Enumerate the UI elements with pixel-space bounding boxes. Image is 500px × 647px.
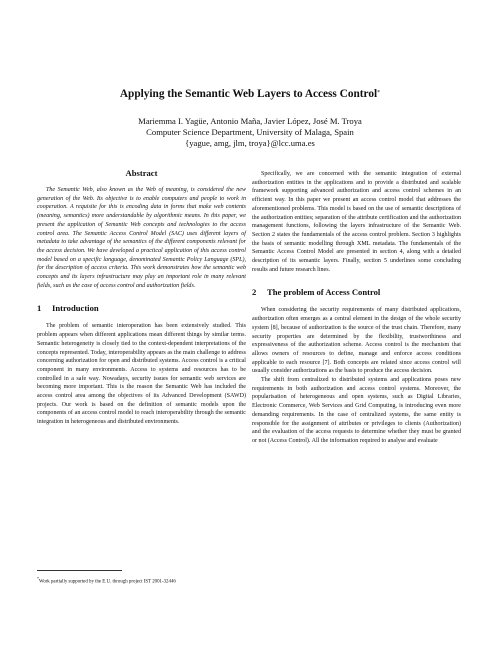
author-names: Mariemma I. Yagüe, Antonio Maña, Javier López, José M. Troya: [138, 116, 362, 126]
right-column: [252, 170, 461, 446]
paper-title: [0, 87, 500, 101]
title-footnote-marker: *: [377, 90, 381, 96]
left-column: [37, 168, 246, 427]
section-number: 2: [252, 287, 257, 298]
footnote: [37, 576, 246, 586]
section-heading-introduction: [37, 303, 246, 313]
abstract-heading: Abstract: [125, 168, 158, 178]
author-block: [0, 116, 500, 149]
section-title: Introduction: [52, 303, 99, 314]
section-heading-access-control: [252, 287, 461, 297]
paper-title-text: Applying the Semantic Web Layers to Access Control: [119, 88, 378, 100]
body-paragraph: Specifically, we are concerned with the semantic integration of external authorization entities in the applications and to provide a distributed and scalable framework supporting advanced authorization and access control schemes in an efficient way. In this paper we present an access control model that addresses the aforementioned problems. This model is based on the use of semantic descriptions of the authorization entities; separation of the attribute certification and the authorization management functions, following the layers infrastructure of the Semantic Web. Section 2 states the fundamentals of the access control problem. Section 3 highlights the basis of semantic modelling through XML metadata. The fundamentals of the Semantic Access Control Model are presented in section 4, along with a detailed description of its semantic layers. Finally, section 5 underlines some concluding results and future research lines.: [252, 171, 461, 273]
body-paragraph: When considering the security requirements of many distributed applications, authorization often emerges as a central element in the design of the whole security system [8], because of authorization is the source of the trust chain. Therefore, many security properties are determined by the flexibility, trustworthiness and expressiveness of the authorization scheme. Access control is the mechanism that allows owners of resources to define, manage and enforce access conditions applicable to each resource [7]. Both concepts are related since access control will usually consider authorizations as the basis to produce the access decision.: [252, 307, 461, 375]
section-title: The problem of Access Control: [267, 287, 381, 298]
footnote-text: Work partially supported by the E.U. through project IST 2001-32446: [39, 579, 176, 585]
introduction-paragraph: The problem of semantic interoperation has been extensively studied. This problem appears when different applications mean different things by similar terms. Semantic heterogeneity is closely tied to the context-dependent interpretations of the concepts represented. Today, interoperability appears as the main challenge to address concerning authorization for open and distributed systems. Access control is a critical component in many environments. Access to systems and resources has to be controlled in a safe way. Nowadays, security issues for semantic web services are becoming more important. This is the reason the Semantic Web has included the access control area among the objectives of its Advanced Development (SAWD) projects. Our work is based on the definition of semantic models upon the components of an access control model to reach interoperability through the semantic integration in heterogeneous and distributed environments.: [37, 323, 246, 426]
body-paragraph: The shift from centralized to distributed systems and applications poses new requirements in both authorization and access control systems. Moreover, the popularisation of heterogeneous and open systems, such as Digital Libraries, Electronic Commerce, Web Services and Grid Computing, is introducing even more demanding requirements. In the case of centralized systems, the same entity is responsible for the assignment of attributes or privileges to clients (Authorization) and the evaluation of the access requests to determine whether they must be granted or not (Access Control). All the information required to analyse and evaluate: [252, 377, 461, 444]
section-number: 1: [37, 303, 42, 314]
footnote-area: [37, 570, 246, 590]
author-emails: {yague, amg, jlm, troya}@lcc.uma.es: [185, 138, 315, 148]
abstract-text: The Semantic Web, also known as the Web of meaning, is considered the new generation of the Web. Its objective is to enable computers and people to work in cooperation. A requisite for this is encoding data in forms that make web contents (meaning, semantics) more understandable by algorithmic means. In this paper, we present the application of Semantic Web concepts and technologies to the access control area. The Semantic Access Control Model (SAC) uses different layers of metadata to take advantage of the semantics of the different components relevant for the access decision. We have developed a practical application of this access control model based on a specific language, denominated Semantic Policy Language (SPL), for the description of access criteria. This work demonstrates how the semantic web concepts and its layers infrastructure may play an important role in many relevant fields, such as the case of access control and authorization fields.: [37, 187, 246, 289]
footnote-divider: [37, 570, 122, 571]
author-affiliation: Computer Science Department, University of Malaga, Spain: [146, 127, 354, 137]
footnote-marker: *: [37, 575, 39, 581]
